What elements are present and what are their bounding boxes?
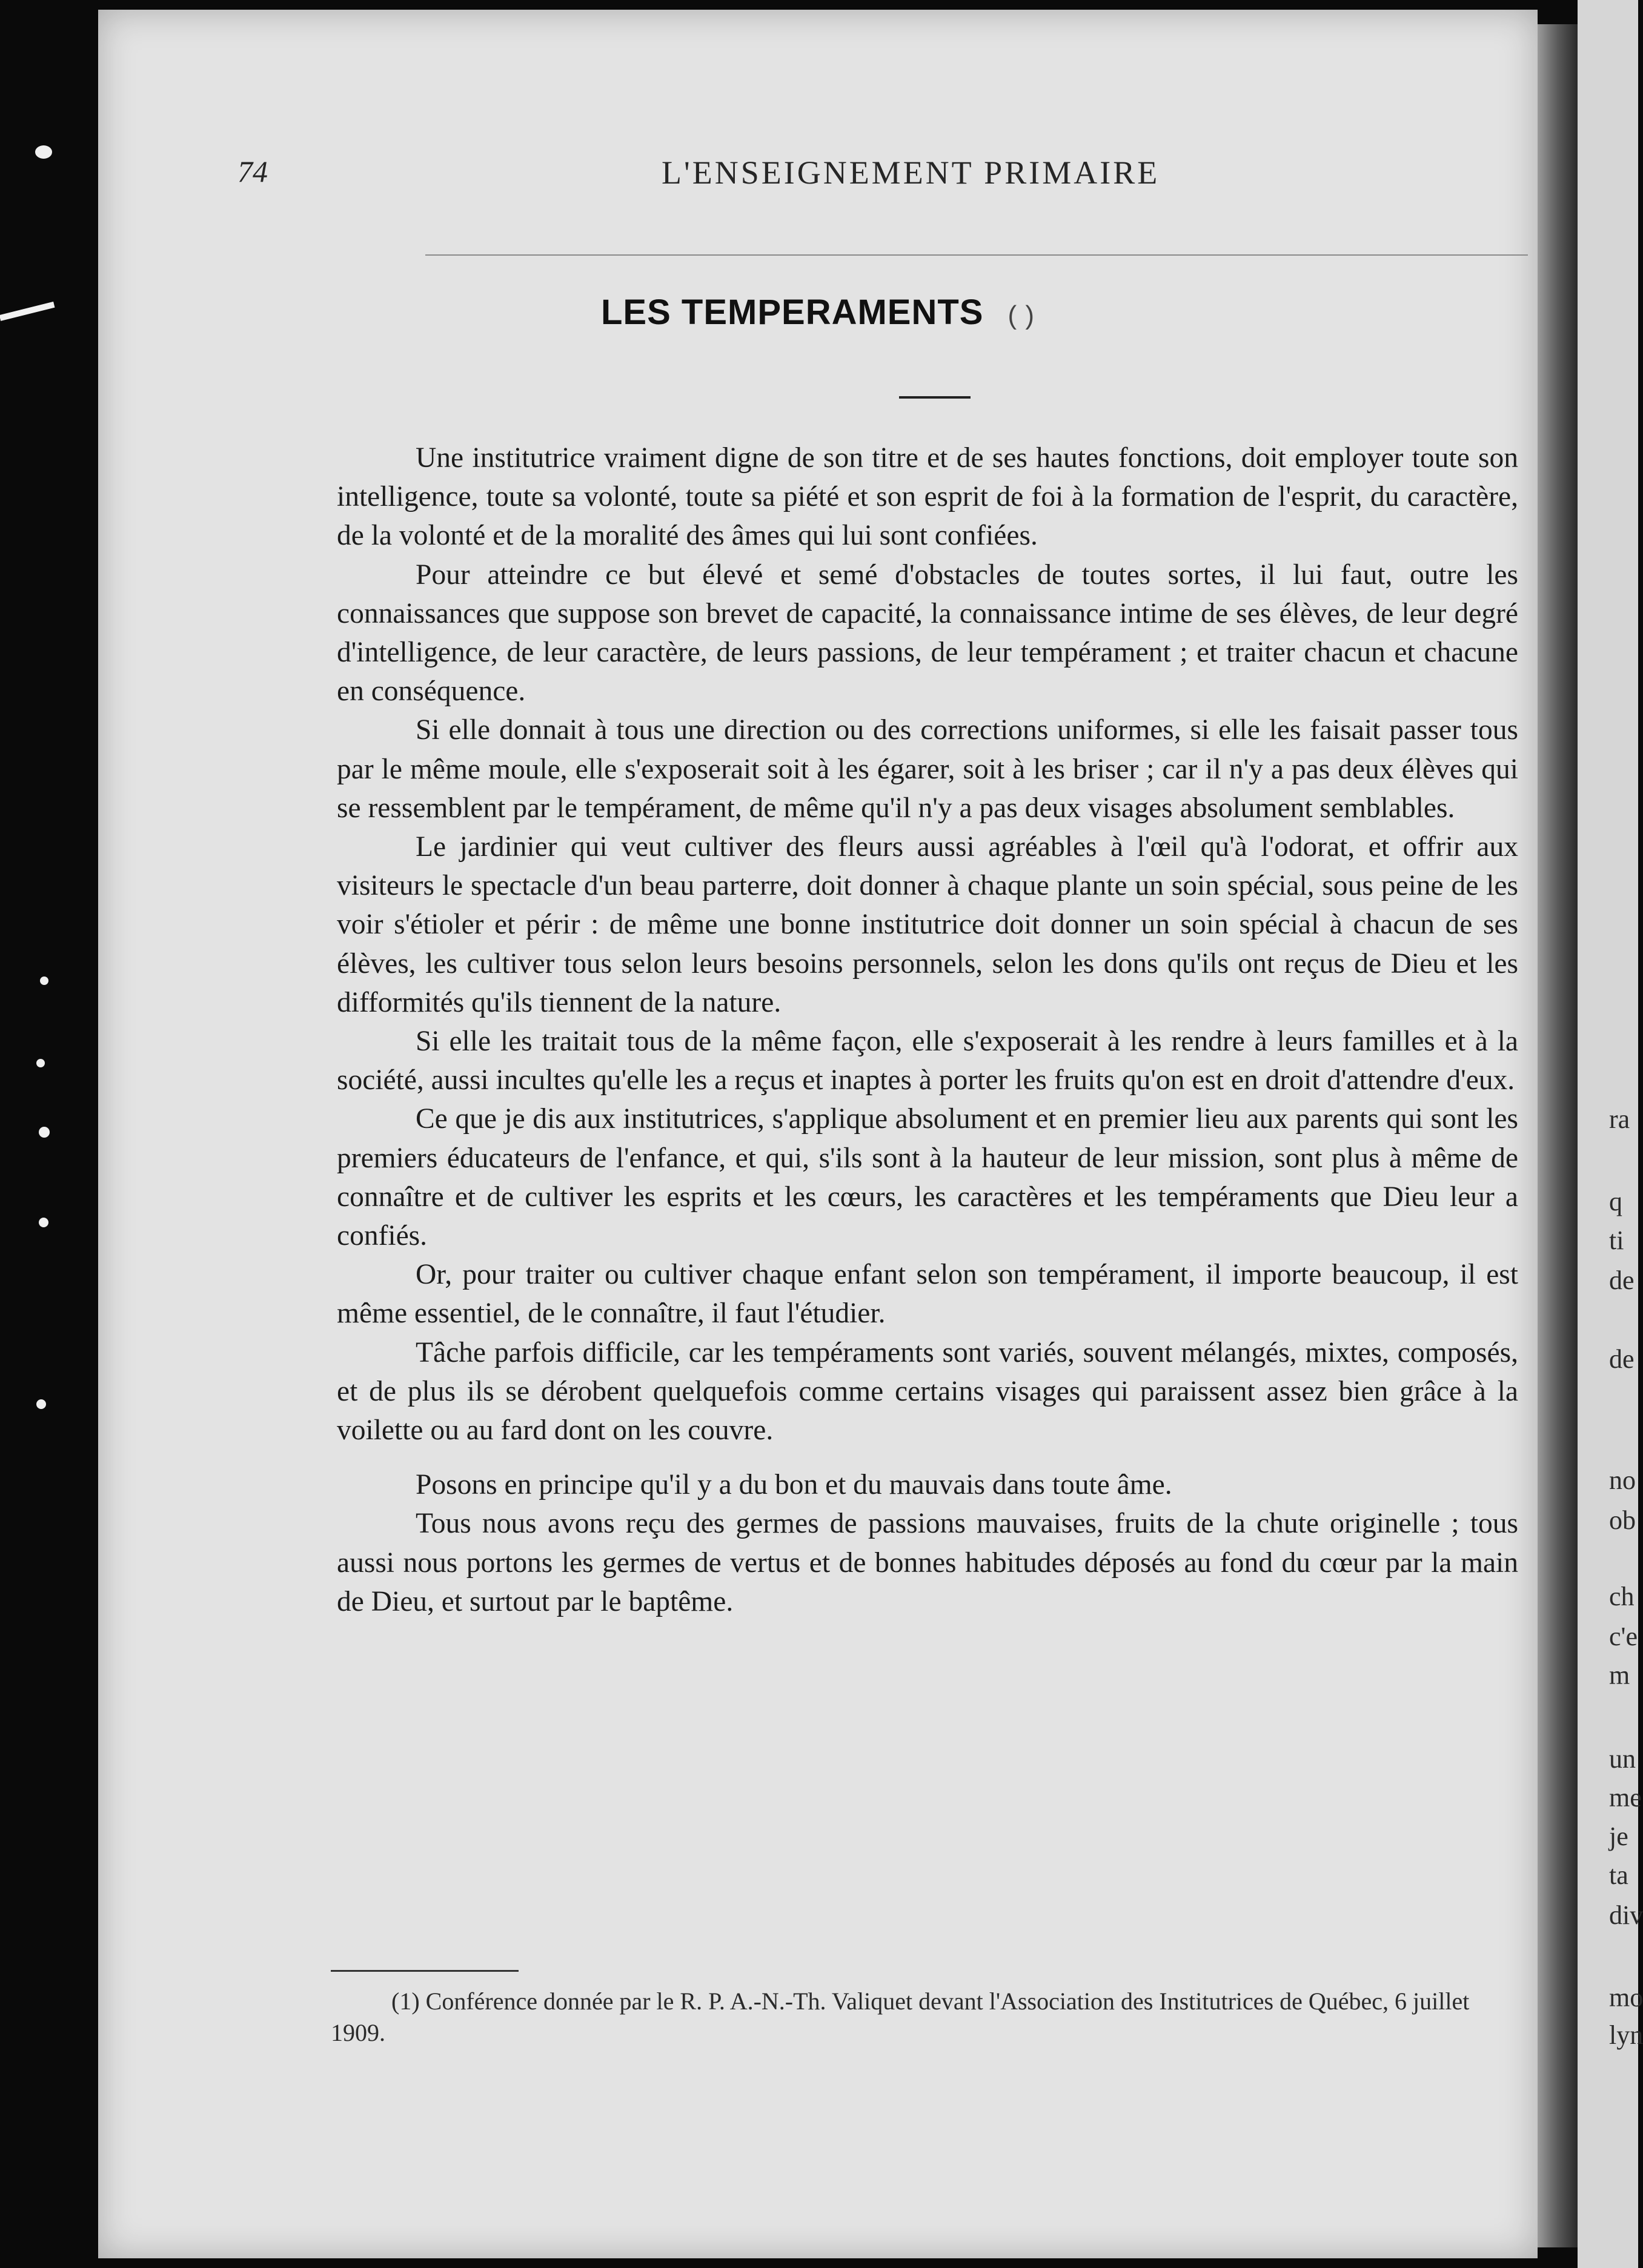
- adjacent-page-fragment: me: [1609, 1783, 1642, 1812]
- scan-scratch: [0, 302, 55, 321]
- footnote-ref: ( ): [1007, 300, 1035, 330]
- adjacent-page-fragment: m: [1609, 1660, 1630, 1690]
- scan-smudge: [40, 976, 48, 985]
- paragraph: Une institutrice vraiment digne de son titre et de ses hautes fonctions, doit employer toute son intelligence, toute sa volonté, toute sa piété et son esprit de foi à la formation de l'esprit, du caractère, de la volonté et de la moralité des âmes qui lui sont confiées.: [337, 442, 1518, 552]
- adjacent-page-fragment: c'e: [1609, 1622, 1638, 1651]
- adjacent-page-fragment: de: [1609, 1265, 1635, 1295]
- adjacent-page-fragment: ch: [1609, 1582, 1635, 1611]
- book-page: [98, 10, 1538, 2258]
- adjacent-page-fragment: div: [1609, 1900, 1643, 1930]
- scan-smudge: [36, 1059, 45, 1067]
- paragraph: Si elle les traitait tous de la même façon, elle s'exposerait à les rendre à leurs familles et à la société, aussi incultes qu'elle les a reçus et inaptes à porter les fruits qu'on est en droit d'attendre d'eux.: [337, 1026, 1518, 1096]
- article-body: [337, 439, 1518, 1621]
- paragraph: Pour atteindre ce but élevé et semé d'obstacles de toutes sortes, il lui faut, outre les connaissances que suppose son brevet de capacité, la connaissance intime de ses élèves, de leur degré d'intelligence, de leur caractère, de leurs passions, de leur tempérament ; et traiter chacun et chacune en conséquence.: [337, 559, 1518, 708]
- scan-smudge: [39, 1127, 50, 1138]
- adjacent-page-fragment: je: [1609, 1822, 1628, 1851]
- paragraph: Le jardinier qui veut cultiver des fleurs aussi agréables à l'œil qu'à l'odorat, et offrir aux visiteurs le spectacle d'un beau parterre, doit donner à chaque plante un soin spécial, sous peine de les voir s'étioler et périr : de même une bonne institutrice doit donner un soin spécial à chacun de ses élèves, les cultiver tous selon leurs besoins personnels, selon les dons qu'ils ont reçus de Dieu et les difformités qu'ils tiennent de la nature.: [337, 831, 1518, 1018]
- paragraph: Ce que je dis aux institutrices, s'applique absolument et en premier lieu aux parents qui sont les premiers éducateurs de l'enfance, et qui, s'ils sont à la hauteur de leur mission, sont plus à même de connaître et de cultiver les esprits et les cœurs, les caractères et les tempéraments que Dieu leur a confiés.: [337, 1103, 1518, 1252]
- page-edge-shadow: [1538, 24, 1578, 2247]
- adjacent-page: [1578, 0, 1643, 2268]
- adjacent-page-fragment: un: [1609, 1744, 1636, 1774]
- journal-title: L'ENSEIGNEMENT PRIMAIRE: [662, 154, 1160, 191]
- adjacent-page-fragment: ra: [1609, 1104, 1630, 1134]
- article-title-text: LES TEMPERAMENTS: [600, 293, 984, 332]
- footnote: (1) Conférence donnée par le R. P. A.-N.-Th. Valiquet devant l'Association des Institutrices de Québec, 6 juillet 1909.: [331, 1988, 1470, 2046]
- page-number: 74: [237, 154, 268, 188]
- article-title: [98, 292, 1538, 333]
- title-rule: [899, 396, 971, 399]
- adjacent-page-fragment: no: [1609, 1465, 1636, 1495]
- paragraph: Si elle donnait à tous une direction ou des corrections uniformes, si elle les faisait passer tous par le même moule, elle s'exposerait soit à les égarer, soit à les briser ; car il n'y a pas deux élèves qui se ressemblent par le tempérament, de même qu'il n'y a pas deux visages absolument semblables.: [337, 714, 1518, 824]
- paragraph: Tâche parfois difficile, car les tempéraments sont variés, souvent mélangés, mixtes, composés, et de plus ils se dérobent quelquefois comme certains visages qui paraissent assez bien grâce à la voilette ou au fard dont on les couvre.: [337, 1336, 1518, 1447]
- paragraph: Posons en principe qu'il y a du bon et du mauvais dans toute âme.: [416, 1469, 1172, 1501]
- paragraph: Tous nous avons reçu des germes de passions mauvaises, fruits de la chute originelle ; tous aussi nous portons les germes de vertus et de bonnes habitudes déposés au fond du cœur par la main de Dieu, et surtout par le baptême.: [337, 1508, 1518, 1617]
- adjacent-page-fragment: ti: [1609, 1225, 1624, 1255]
- header-rule: [425, 254, 1528, 256]
- running-head: [237, 154, 1540, 202]
- adjacent-page-fragment: ob: [1609, 1505, 1636, 1535]
- adjacent-page-fragment: mo: [1609, 1983, 1643, 2012]
- footnote-rule: [331, 1970, 519, 1972]
- adjacent-page-fragment: lyn: [1609, 2020, 1643, 2050]
- adjacent-page-fragment: ta: [1609, 1860, 1628, 1890]
- adjacent-page-fragment: q: [1609, 1187, 1622, 1216]
- scan-smudge: [36, 1399, 46, 1409]
- adjacent-page-fragment: de: [1609, 1344, 1635, 1374]
- scan-smudge: [39, 1218, 48, 1227]
- scan-smudge: [35, 145, 52, 159]
- paragraph: Or, pour traiter ou cultiver chaque enfant selon son tempérament, il importe beaucoup, il est même essentiel, de le connaître, il faut l'étudier.: [337, 1259, 1518, 1330]
